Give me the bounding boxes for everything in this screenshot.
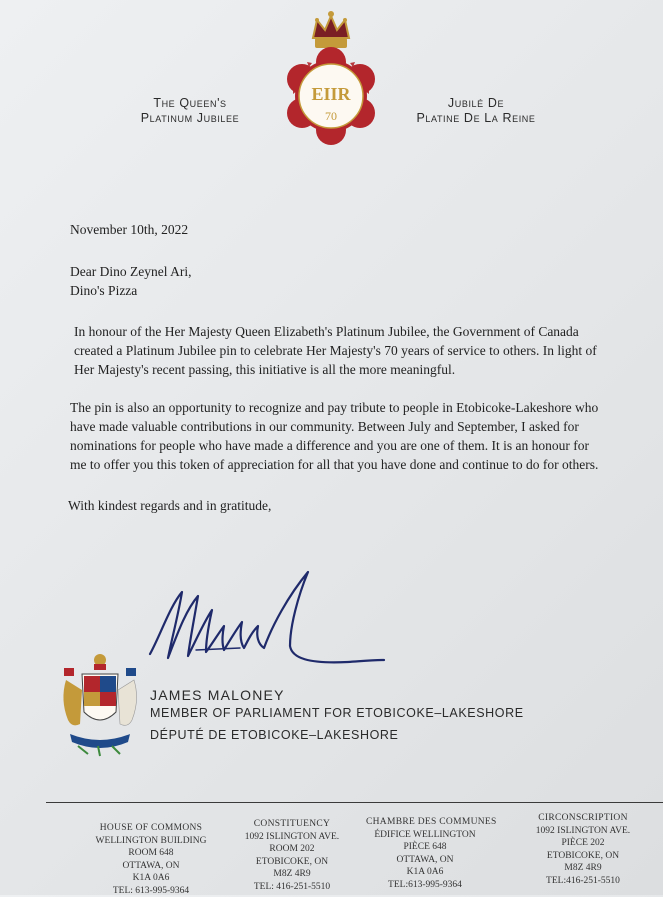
address-line: PIÈCE 648 xyxy=(366,841,484,854)
footer-divider xyxy=(46,802,663,803)
address-chambre-des-communes xyxy=(366,816,484,891)
address-heading: CONSTITUENCY xyxy=(238,818,346,831)
salutation xyxy=(70,262,633,300)
paragraph-2-line: nominations for people who have made a difference and you are one of them. It is an honour for xyxy=(70,436,633,455)
paragraph-2-line: The pin is also an opportunity to recognize and pay tribute to people in Etobicoke-Lakeshore who xyxy=(70,398,633,417)
address-line: ÉDIFICE WELLINGTON xyxy=(366,829,484,842)
address-line: ETOBICOKE, ON xyxy=(524,850,642,863)
address-line: K1A 0A6 xyxy=(92,872,210,885)
svg-text:70: 70 xyxy=(325,109,337,123)
paragraph-2-line: have made valuable contributions in our community. Between July and September, I asked for xyxy=(70,417,633,436)
address-line: 1092 ISLINGTON AVE. xyxy=(524,825,642,838)
address-line: K1A 0A6 xyxy=(366,866,484,879)
signatory-role-french: DÉPUTÉ DE ETOBICOKE–LAKESHORE xyxy=(150,728,399,742)
jubilee-title-french xyxy=(396,96,556,126)
jubilee-fr-line1: Jubilé De xyxy=(396,96,556,111)
signatory-role-english: MEMBER OF PARLIAMENT FOR ETOBICOKE–LAKESHORE xyxy=(150,706,524,720)
canada-coat-of-arms-icon xyxy=(58,650,142,758)
address-line: M8Z 4R9 xyxy=(524,862,642,875)
jubilee-en-line2: Platinum Jubilee xyxy=(120,111,260,126)
address-phone: TEL:416-251-5510 xyxy=(524,875,642,888)
address-heading: CIRCONSCRIPTION xyxy=(524,812,642,825)
address-line: ROOM 648 xyxy=(92,847,210,860)
address-heading: HOUSE OF COMMONS xyxy=(92,822,210,835)
paragraph-2 xyxy=(70,398,633,474)
closing-line: With kindest regards and in gratitude, xyxy=(68,496,633,515)
salutation-recipient: Dear Dino Zeynel Ari, xyxy=(70,262,633,281)
paragraph-1-line: In honour of the Her Majesty Queen Elizabeth's Platinum Jubilee, the Government of Canada xyxy=(74,322,633,341)
address-phone: TEL:613-995-9364 xyxy=(366,879,484,892)
address-constituency xyxy=(238,818,346,893)
address-line: PIÈCE 202 xyxy=(524,837,642,850)
address-line: ETOBICOKE, ON xyxy=(238,856,346,869)
salutation-business: Dino's Pizza xyxy=(70,281,633,300)
jubilee-fr-line2: Platine De La Reine xyxy=(396,111,556,126)
address-line: OTTAWA, ON xyxy=(366,854,484,867)
crown-icon xyxy=(313,11,349,48)
address-line: M8Z 4R9 xyxy=(238,868,346,881)
jubilee-title-english xyxy=(120,96,260,126)
address-line: ROOM 202 xyxy=(238,843,346,856)
svg-text:EIIR: EIIR xyxy=(311,84,351,104)
paragraph-1-line: created a Platinum Jubilee pin to celebrate Her Majesty's 70 years of service to others. In light of xyxy=(74,341,633,360)
address-house-of-commons xyxy=(92,822,210,897)
address-heading: CHAMBRE DES COMMUNES xyxy=(366,816,484,829)
letter-date: November 10th, 2022 xyxy=(70,220,633,239)
address-line: OTTAWA, ON xyxy=(92,860,210,873)
paragraph-2-line: me to offer you this token of appreciation for all that you have done and continue to do for others. xyxy=(70,455,633,474)
paragraph-1-line: Her Majesty's recent passing, this initiative is all the more meaningful. xyxy=(74,360,633,379)
address-phone: TEL: 416-251-5510 xyxy=(238,881,346,894)
address-phone: TEL: 613-995-9364 xyxy=(92,885,210,897)
paragraph-1 xyxy=(74,322,633,379)
platinum-jubilee-emblem-icon xyxy=(277,8,385,146)
address-line: WELLINGTON BUILDING xyxy=(92,835,210,848)
signatory-name: JAMES MALONEY xyxy=(150,687,285,703)
jubilee-en-line1: The Queen's xyxy=(120,96,260,111)
handwritten-signature xyxy=(148,566,388,676)
address-line: 1092 ISLINGTON AVE. xyxy=(238,831,346,844)
address-circonscription xyxy=(524,812,642,887)
